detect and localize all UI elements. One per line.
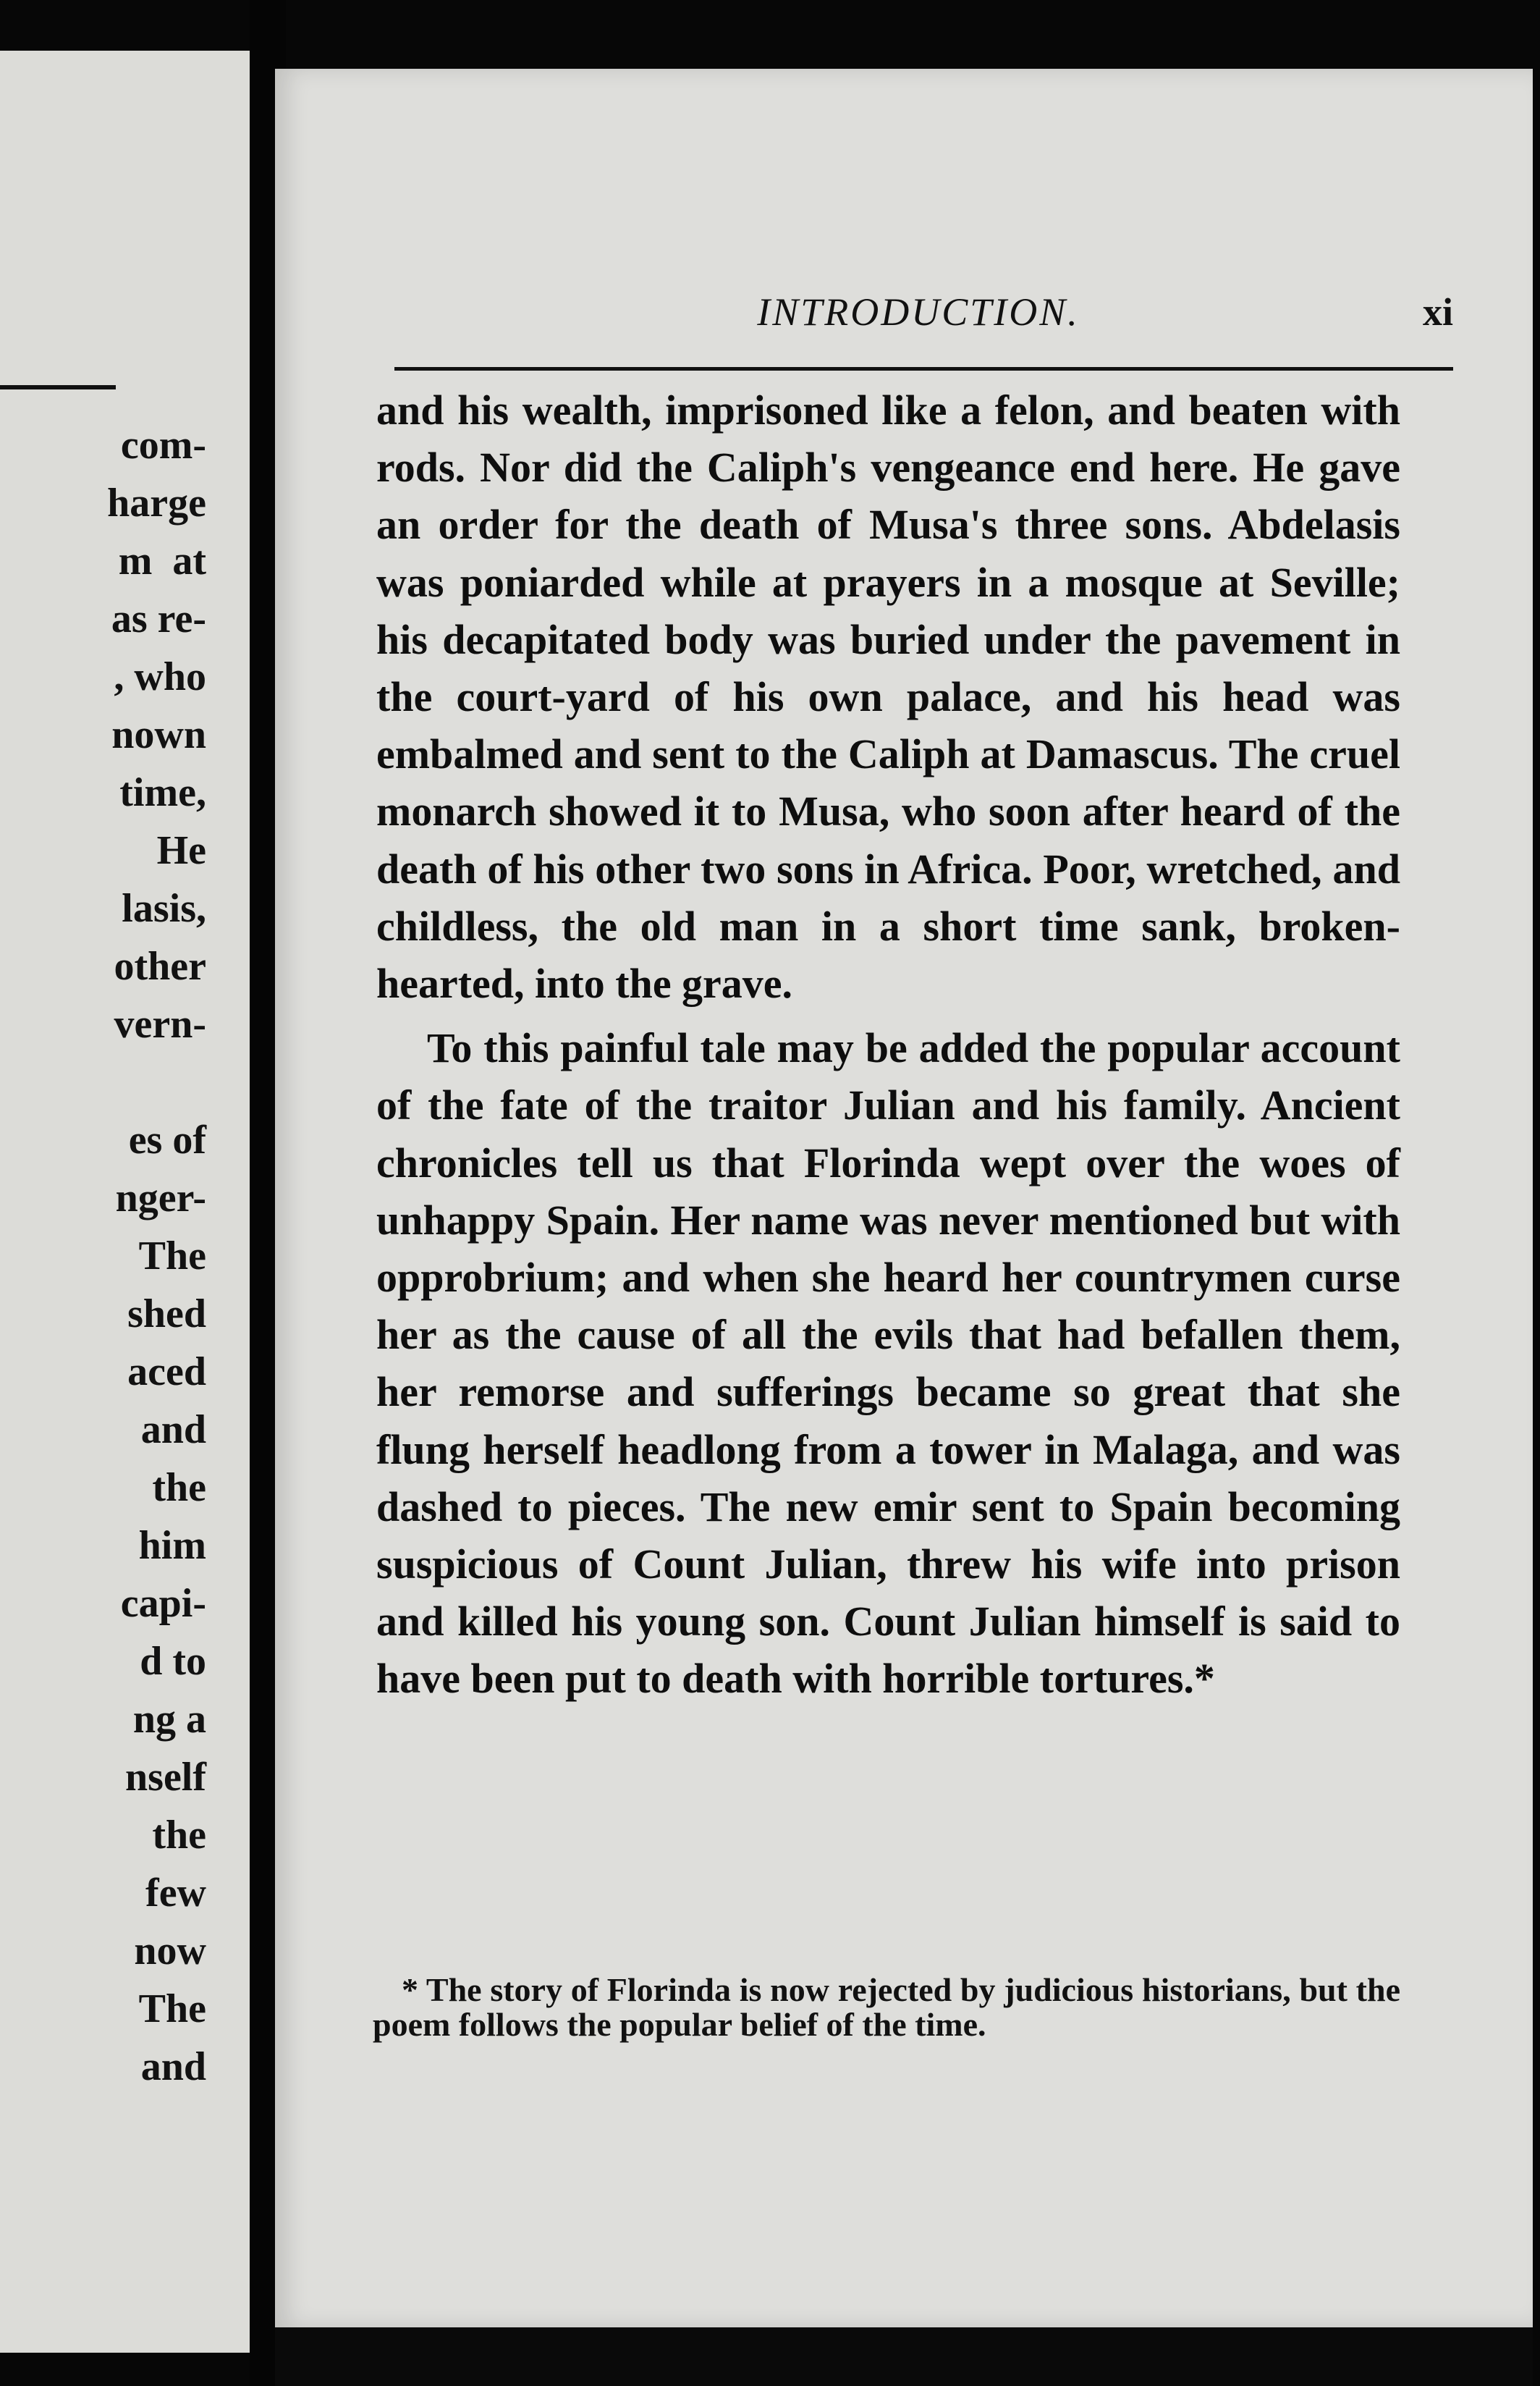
left-fragment-line [107, 1053, 206, 1111]
left-fragment-line: d to [140, 1639, 206, 1684]
left-fragment-line: him [138, 1523, 206, 1568]
left-fragment-line: nown [111, 712, 206, 757]
left-fragment-line: and [140, 1407, 206, 1452]
left-fragment-line: time, [119, 770, 206, 815]
body-text [376, 381, 1400, 1708]
page-header [384, 290, 1453, 347]
paragraph-1: and his wealth, imprisoned like a felon, and beaten with rods. Nor did the Caliph's vengeance end here. He gave an order for the death of Musa's three sons. Abdelasis was poniarded while at prayers in a mosque at Seville; his decapitated body was buried under the pavement in the court-yard of his own palace, and his head was embalmed and sent to the Caliph at Damascus. The cruel monarch showed it to Musa, who soon after heard of the death of his other two sons in Africa. Poor, wretched, and childless, the old man in a short time sank, broken-hearted, into the grave. [376, 387, 1400, 1008]
header-rule [394, 367, 1453, 371]
left-fragment-line: capi- [120, 1581, 206, 1626]
left-fragment-line: The [138, 1234, 206, 1278]
left-fragment-line: harge [107, 481, 206, 526]
left-fragment-line: nger- [115, 1176, 206, 1221]
left-fragment-line: m at [118, 539, 206, 583]
left-fragment-line: es of [128, 1118, 206, 1163]
left-page-margin [0, 51, 250, 2353]
running-title: INTRODUCTION. [757, 290, 1080, 334]
left-fragment-line: and [140, 2044, 206, 2089]
left-fragment-line: shed [127, 1291, 206, 1336]
page-number: xi [1422, 290, 1453, 334]
left-fragment-line: the [152, 1465, 206, 1510]
page [275, 69, 1533, 2327]
left-fragment-line: other [114, 944, 206, 989]
footnote: * The story of Florinda is now rejected by judicious historians, but the poem follows the popular belief of the time. [373, 1971, 1400, 2043]
left-page-fragments [107, 416, 206, 2096]
left-fragment-line: He [156, 828, 206, 873]
left-fragment-line: , who [114, 654, 206, 699]
left-fragment-line: the [152, 1813, 206, 1858]
left-fragment-line: lasis, [122, 886, 206, 931]
left-fragment-line: nself [125, 1755, 206, 1800]
left-fragment-line: aced [127, 1349, 206, 1394]
left-fragment-line: now [134, 1928, 206, 1973]
left-fragment-line: vern- [114, 1002, 206, 1047]
paragraph-2: To this painful tale may be added the popular account of the fate of the traitor Julian and his family. Ancient chronicles tell us that Florinda wept over the woes of unhappy Spain. Her name was never mentioned but with opprobrium; and when she heard her countrymen curse her as the cause of all the evils that had befallen them, her remorse and sufferings became so great that she flung herself headlong from a tower in Malaga, and was dashed to pieces. The new emir sent to Spain becoming suspicious of Count Julian, threw his wife into prison and killed his young son. Count Julian himself is said to have been put to death with horrible tortures.* [376, 1024, 1400, 1703]
left-fragment-line: few [145, 1871, 206, 1915]
left-page-rule [0, 385, 116, 389]
left-fragment-line: com- [120, 423, 206, 468]
bottom-edge [275, 2327, 1533, 2386]
left-fragment-line: as re- [111, 596, 206, 641]
left-fragment-line: ng a [132, 1697, 206, 1742]
left-fragment-line: The [138, 1986, 206, 2031]
